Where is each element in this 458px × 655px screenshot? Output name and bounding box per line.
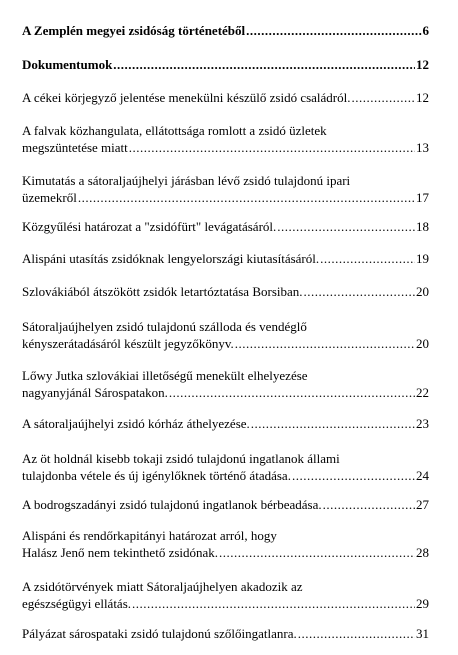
toc-entry [22, 367, 429, 401]
toc-entry-title: Közgyűlési határozat a "zsidófürt" levágatásáról. [22, 219, 277, 234]
toc-entry-title-cont: tulajdonba vétele és új igénylőknek történő átadása. [22, 468, 291, 483]
toc-entry [22, 250, 429, 267]
toc-entry-title: A bodrogszadányi zsidó tulajdonú ingatlanok bérbeadása. [22, 497, 322, 512]
toc-page-number: 17 [416, 190, 429, 205]
leader-dots [235, 335, 415, 352]
toc-entry-title: Alispáni és rendőrkapitányi határozat arról, hogy [22, 528, 277, 543]
toc-entry-title: Szlovákiából átszökött zsidók letartóztatása Borsiban. [22, 284, 303, 299]
toc-page-number: 31 [416, 626, 429, 641]
toc-entry [22, 527, 429, 561]
toc-page-number: 28 [416, 545, 429, 560]
toc-entry [22, 625, 429, 642]
toc-entry-title-cont: Halász Jenő nem tekinthető zsidónak. [22, 545, 219, 560]
leader-dots [251, 415, 415, 432]
toc-entry-title: A zsidótörvények miatt Sátoraljaújhelyen akadozik az [22, 579, 303, 594]
toc-entry-title: A Zemplén megyei zsidóság történetéből [22, 23, 246, 38]
toc-entry-title: Kimutatás a sátoraljaújhelyi járásban lévő zsidó tulajdonú ipari [22, 173, 351, 188]
leader-dots [169, 384, 415, 401]
toc-page-number: 29 [416, 596, 429, 611]
toc-entry-title: A sátoraljaújhelyi zsidó kórház áthelyezése. [22, 416, 250, 431]
toc-entry [22, 172, 429, 206]
toc-page-number: 13 [416, 140, 429, 155]
toc-page-number: 27 [416, 497, 429, 512]
leader-dots [277, 218, 415, 235]
toc-entry-title: Alispáni utasítás zsidóknak lengyelországi kiutasításáról. [22, 251, 320, 266]
leader-dots [219, 544, 415, 561]
leader-dots [246, 22, 421, 39]
toc-page-number: 24 [416, 468, 429, 483]
toc-entry-title: Lőwy Jutka szlovákiai illetőségű menekült elhelyezése [22, 368, 308, 383]
toc-entry [22, 450, 429, 484]
toc-page-number: 6 [422, 23, 429, 38]
toc-entry [22, 415, 429, 432]
leader-dots [129, 139, 415, 156]
toc-entry-title-cont: üzemekről [22, 190, 77, 205]
leader-dots [320, 250, 415, 267]
toc-entry-title-cont: kényszerátadásáról készült jegyzőkönyv. [22, 336, 234, 351]
toc-entry [22, 56, 429, 73]
toc-page-number: 19 [416, 251, 429, 266]
toc-page-number: 20 [416, 336, 429, 351]
toc-entry-title-cont: megszüntetése miatt [22, 140, 128, 155]
toc-entry [22, 89, 429, 106]
toc-entry-title: A falvak közhangulata, ellátottsága romlott a zsidó üzletek [22, 123, 327, 138]
leader-dots [304, 283, 415, 300]
toc-entry-title: Dokumentumok [22, 57, 113, 72]
leader-dots [323, 496, 415, 513]
toc-page-number: 12 [416, 90, 429, 105]
leader-dots [113, 56, 415, 73]
toc-page-number: 22 [416, 385, 429, 400]
toc-entry [22, 283, 429, 300]
toc-entry [22, 578, 429, 612]
toc-entry [22, 318, 429, 352]
toc-entry-title: Pályázat sárospataki zsidó tulajdonú szőlőingatlanra. [22, 626, 297, 641]
leader-dots [298, 625, 415, 642]
leader-dots [132, 595, 415, 612]
toc-entry-title-cont: nagyanyjánál Sárospatakon. [22, 385, 168, 400]
toc-page-number: 12 [416, 57, 429, 72]
toc-page-number: 20 [416, 284, 429, 299]
toc-entry-title: Sátoraljaújhelyen zsidó tulajdonú szálloda és vendéglő [22, 319, 307, 334]
toc-entry-title: Az öt holdnál kisebb tokaji zsidó tulajdonú ingatlanok állami [22, 451, 340, 466]
toc-page-number: 18 [416, 219, 429, 234]
leader-dots [78, 189, 415, 206]
leader-dots [292, 467, 415, 484]
leader-dots [352, 89, 416, 106]
toc-entry-title-cont: egészségügyi ellátás. [22, 596, 132, 611]
toc-entry [22, 218, 429, 235]
toc-entry-title: A cékei körjegyző jelentése menekülni készülő zsidó családról. [22, 90, 351, 105]
toc-entry [22, 122, 429, 156]
toc-page-number: 23 [416, 416, 429, 431]
toc-entry [22, 22, 429, 39]
toc-entry [22, 496, 429, 513]
